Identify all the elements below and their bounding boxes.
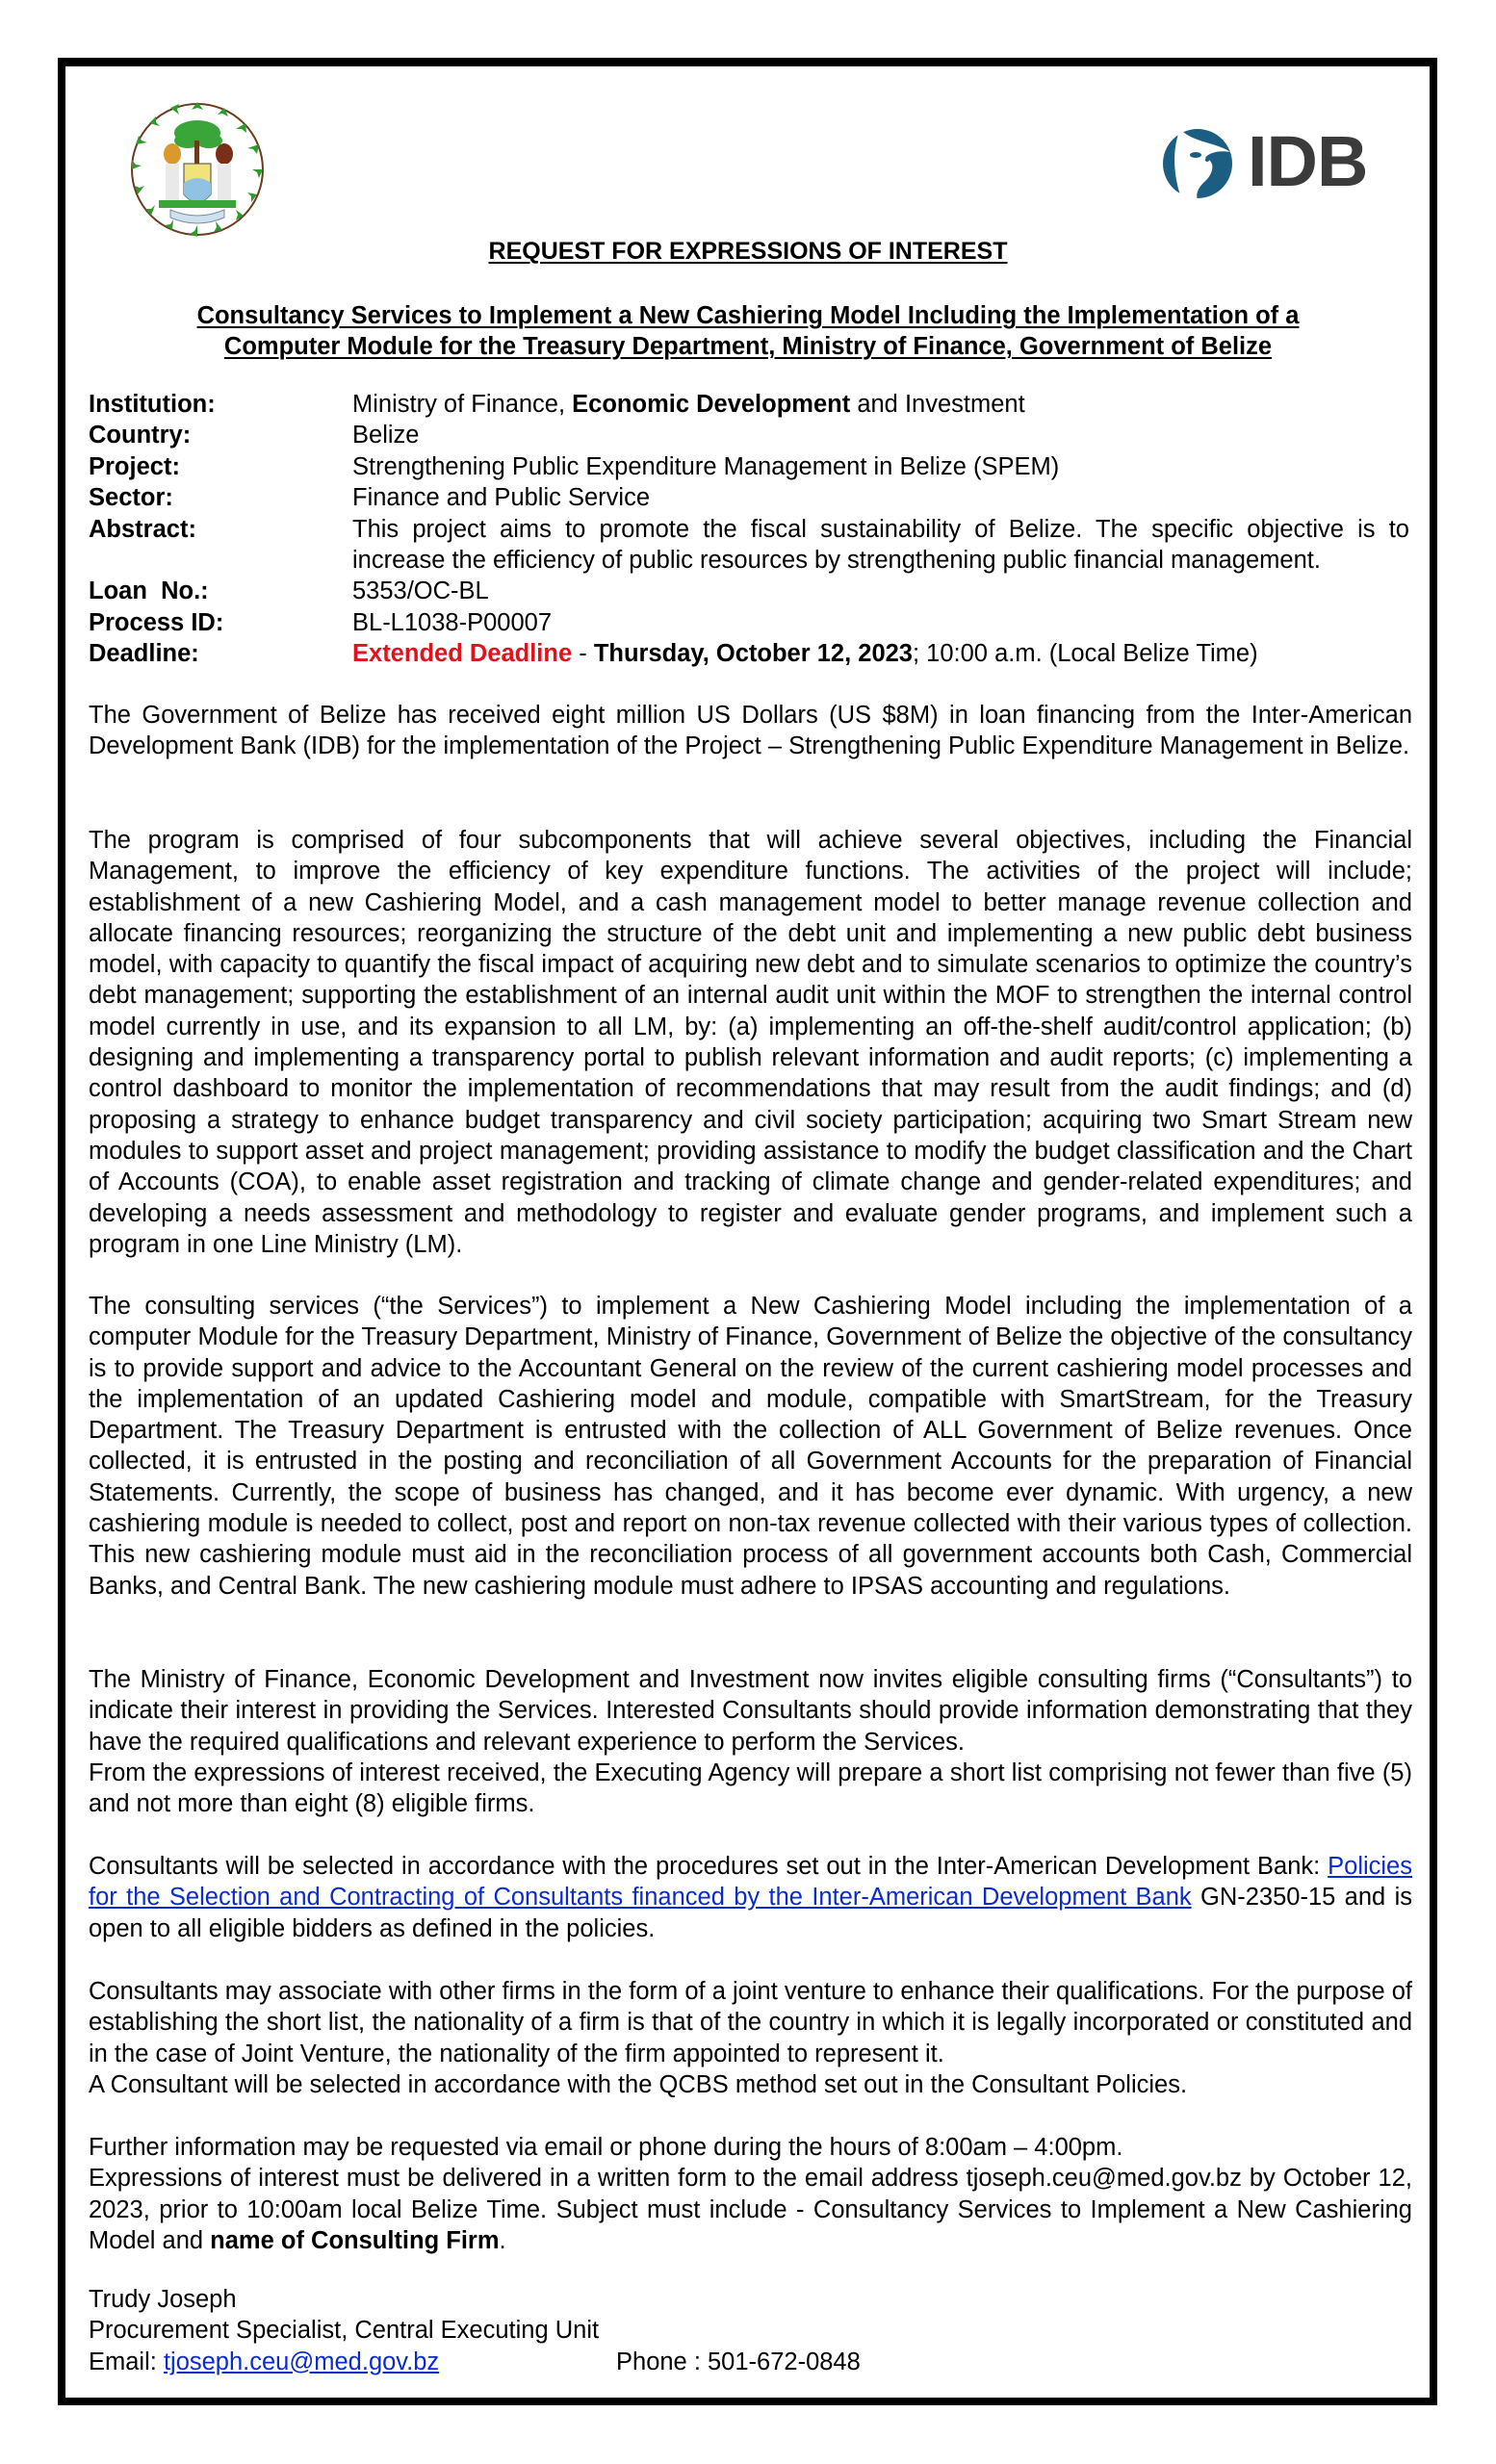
phone-number: Phone : 501-672-0848 xyxy=(616,2348,861,2375)
detail-value: Strengthening Public Expenditure Management in Belize (SPEM) xyxy=(352,452,1060,480)
policies-link[interactable]: Policies for the Selection and Contracting of Consultants financed by the Inter-American Development Bank xyxy=(89,1853,1412,1912)
detail-value: 5353/OC-BL xyxy=(352,578,489,605)
paragraph-joint-venture xyxy=(89,1976,1412,2100)
detail-label: Sector: xyxy=(89,484,173,512)
detail-row-abstract xyxy=(89,514,1417,577)
idb-globe-icon xyxy=(1153,123,1242,200)
paragraph-services xyxy=(89,1291,1412,1602)
institution-text-end: and Investment xyxy=(850,391,1025,418)
paragraph-submission xyxy=(89,2132,1412,2256)
contact-row xyxy=(89,2347,1417,2377)
detail-value: This project aims to promote the fiscal sustainability of Belize. The specific objective is to increase the efficiency of public resources by strengthening public financial management. xyxy=(352,515,1409,575)
detail-value xyxy=(352,389,1417,420)
detail-row-loan-no xyxy=(89,576,1417,606)
detail-row-process-id xyxy=(89,607,1417,638)
paragraph-program xyxy=(89,825,1412,1260)
signature-block xyxy=(89,2284,1417,2377)
detail-row-country xyxy=(89,420,1417,450)
detail-label: Abstract: xyxy=(89,515,196,543)
detail-value: Belize xyxy=(352,422,420,449)
page-title xyxy=(0,237,1496,266)
email-link[interactable]: tjoseph.ceu@med.gov.bz xyxy=(163,2348,440,2375)
page-subtitle xyxy=(135,300,1361,362)
detail-label: Project: xyxy=(89,452,180,480)
institution-bold-text: Economic Development xyxy=(572,391,851,418)
deadline-separator: - xyxy=(572,640,594,668)
selection-text: Consultants will be selected in accordance with the procedures set out in the Inter-American Development Bank: xyxy=(89,1853,1328,1880)
paragraph-selection xyxy=(89,1851,1412,1944)
paragraph-invitation xyxy=(89,1664,1412,1819)
detail-row-sector xyxy=(89,482,1417,513)
belize-coat-of-arms-icon xyxy=(120,94,274,244)
paragraph-text: The consulting services (“the Services”) to implement a New Cashiering Model including the implementation of a computer Module for the Treasury Department, Ministry of Finance, Government of Belize the objective of the consultancy is to provide support and advice to the Accountant General on the review of the current cashiering model processes and the implementation of an updated Cashiering model and module, compatible with SmartStream, for the Treasury Department. The Treasury Department is entrusted with the collection of ALL Government of Belize revenues. Once collected, it is entrusted in the posting and reconciliation of all Government Accounts for the preparation of Financial Statements. Currently, the scope of business has changed, and it has become ever dynamic. With urgency, a new cashiering module is needed to collect, post and report on non-tax revenue collected with their various types of collection. This new cashiering module must aid in the reconciliation process of all government accounts both Cash, Commercial Banks, and Central Bank. The new cashiering module must adhere to IPSAS accounting and regulations. xyxy=(89,1293,1412,1600)
idb-logo-text: IDB xyxy=(1248,121,1368,201)
detail-label: Loan No.: xyxy=(89,578,209,605)
detail-label: Country: xyxy=(89,422,192,449)
email-label: Email: xyxy=(89,2348,164,2375)
detail-label: Deadline: xyxy=(89,640,199,668)
submission-text-end: . xyxy=(499,2226,506,2254)
detail-value: BL-L1038-P00007 xyxy=(352,608,553,636)
detail-row-deadline xyxy=(89,638,1417,669)
extended-deadline-badge: Extended Deadline xyxy=(352,640,573,668)
paragraph-text: A Consultant will be selected in accordance with the QCBS method set out in the Consultant Policies. xyxy=(89,2070,1188,2098)
page-title-text: REQUEST FOR EXPRESSIONS OF INTEREST xyxy=(488,238,1008,265)
submission-text: Expressions of interest must be delivered in a written form to the email address tjoseph.ceu@med.gov.bz by October 12, 2023, prior to 10:00am local Belize Time. Subject must include - Consultancy Services to Implement a New Cashiering Model and xyxy=(89,2165,1412,2254)
selection-text-end: GN-2350-15 and is open to all eligible bidders as defined in the policies. xyxy=(89,1884,1412,1942)
idb-logo xyxy=(1153,121,1389,202)
subtitle-line-2: Computer Module for the Treasury Department, Ministry of Finance, Government of Belize xyxy=(223,333,1273,360)
paragraph-text xyxy=(89,2163,1412,2256)
subtitle-line-1: Consultancy Services to Implement a New Cashiering Model Including the Implementation of a xyxy=(196,302,1300,329)
submission-bold-text: name of Consulting Firm xyxy=(210,2226,500,2254)
deadline-date: Thursday, October 12, 2023 xyxy=(593,640,913,668)
paragraph-text: Further information may be requested via email or phone during the hours of 8:00am – 4:00pm. xyxy=(89,2134,1123,2161)
paragraph-funding xyxy=(89,700,1412,762)
detail-label: Institution: xyxy=(89,391,216,418)
detail-value xyxy=(352,638,1417,669)
paragraph-text: The program is comprised of four subcomponents that will achieve several objectives, including the Financial Management, to improve the efficiency of key expenditure functions. The activities of the project will include; establishment of a new Cashiering Model, and a cash management model to better manage revenue collection and allocate financing resources; reorganizing the structure of the debt unit and implementing a new public debt business model, with capacity to quantify the fiscal impact of acquiring new debt and to simulate scenarios to optimize the country’s debt management; supporting the establishment of an internal audit unit within the MOF to strengthen the internal control model currently in use, and its expansion to all LM, by: (a) implementing an off-the-shelf audit/control application; (b) designing and implementing a transparency portal to publish relevant information and audit reports; (c) implementing a control dashboard to monitor the implementation of recommendations that may result from the audit findings; and (d) proposing a strategy to enhance budget transparency and civil society participation; acquiring two Smart Stream new modules to support asset and project management; providing assistance to modify the budget classification and the Chart of Accounts (COA), to enable asset registration and tracking of climate change and gender-related expenditures; and developing a needs assessment and methodology to register and evaluate gender programs, and implement such a program in one Line Ministry (LM). xyxy=(89,827,1412,1258)
detail-row-institution xyxy=(89,389,1417,420)
signatory-name: Trudy Joseph xyxy=(89,2286,237,2313)
institution-text: Ministry of Finance, xyxy=(352,391,573,418)
paragraph-text: Consultants may associate with other firms in the form of a joint venture to enhance their qualifications. For the purpose of establishing the short list, the nationality of a firm is that of the country in which it is legally incorporated or constituted and in the case of Joint Venture, the nationality of the firm appointed to represent it. xyxy=(89,1978,1412,2067)
detail-label: Process ID: xyxy=(89,608,224,636)
project-details xyxy=(89,389,1417,670)
paragraph-text xyxy=(89,1851,1412,1944)
deadline-time: ; 10:00 a.m. (Local Belize Time) xyxy=(913,640,1258,668)
detail-value: Finance and Public Service xyxy=(352,484,651,512)
signatory-title: Procurement Specialist, Central Executing Unit xyxy=(89,2317,600,2345)
paragraph-text: The Ministry of Finance, Economic Development and Investment now invites eligible consulting firms (“Consultants”) to indicate their interest in providing the Services. Interested Consultants should provide information demonstrating that they have the required qualifications and relevant experience to perform the Services. xyxy=(89,1666,1412,1756)
detail-row-project xyxy=(89,451,1417,482)
paragraph-text: The Government of Belize has received eight million US Dollars (US $8M) in loan financing from the Inter-American Development Bank (IDB) for the implementation of the Project – Strengthening Public Expenditure Management in Belize. xyxy=(89,702,1412,760)
paragraph-text: From the expressions of interest received, the Executing Agency will prepare a short list comprising not fewer than five (5) and not more than eight (8) eligible firms. xyxy=(89,1758,1412,1818)
